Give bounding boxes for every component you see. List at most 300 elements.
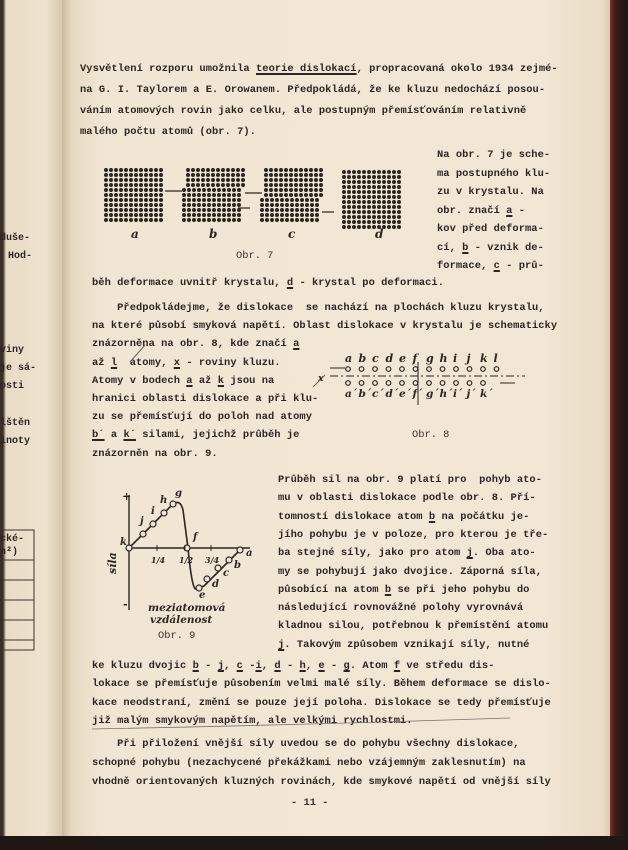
fig8-atom-label-prime: d´ (385, 388, 399, 400)
atom-dot (304, 183, 308, 187)
fig8-caption: Obr. 8 (412, 429, 450, 441)
atom-dot (192, 198, 196, 202)
text-segment: silami, jejichž průběh je (136, 429, 300, 441)
atom-dot (290, 218, 294, 222)
atom-dot (362, 200, 366, 204)
atom-dot (221, 173, 225, 177)
atom-dot (192, 213, 196, 217)
atom-dot (305, 213, 309, 217)
atom-dot (310, 213, 314, 217)
atom-dot (264, 178, 268, 182)
fig7-crystal-a (104, 168, 163, 222)
atom-dot (129, 208, 133, 212)
atom-dot (367, 205, 371, 209)
underlined-text: a (293, 338, 300, 350)
atom-dot (182, 188, 186, 192)
atom-dot (299, 193, 303, 197)
text-segment: váním atomových rovin jako celku, ale postupným přemísťováním relativně (80, 105, 527, 117)
text-segment: ba stejné síly, jako pro atom (278, 547, 467, 559)
fig8-atom-label: e (399, 352, 406, 365)
atom-dot (154, 208, 158, 212)
atom-dot (357, 195, 361, 199)
atom-dot (129, 193, 133, 197)
atom-dot (347, 225, 351, 229)
atom-dot (217, 198, 221, 202)
atom-dot (154, 173, 158, 177)
atom-dot (222, 208, 226, 212)
atom-dot (196, 168, 200, 172)
fig9-point-label: a (246, 548, 253, 559)
atom-dot (372, 200, 376, 204)
text-segment: - krystal po deformaci. (293, 277, 445, 289)
atom-dot (264, 193, 268, 197)
fig8-atom-top (494, 367, 499, 372)
atom-dot (207, 208, 211, 212)
underlined-text: j (217, 660, 225, 672)
atom-dot (314, 183, 318, 187)
atom-dot (129, 173, 133, 177)
fig9-point-label: b (234, 560, 241, 571)
fig8-atom-label-prime: g´ (426, 388, 439, 400)
atom-dot (352, 170, 356, 174)
atom-dot (397, 200, 401, 204)
atom-dot (387, 205, 391, 209)
underlined-text: g (343, 660, 350, 672)
fig8-atom-bottom (481, 381, 486, 386)
atom-dot (372, 170, 376, 174)
atom-dot (362, 220, 366, 224)
atom-dot (372, 215, 376, 219)
atom-dot (357, 220, 361, 224)
atom-dot (382, 210, 386, 214)
text-segment: Při přiložení vnější síly uvedou se do pohybu všechny dislokace, (92, 738, 520, 750)
atom-dot (154, 188, 158, 192)
atom-dot (397, 185, 401, 189)
atom-dot (382, 200, 386, 204)
text-segment: , (261, 660, 275, 672)
atom-dot (260, 218, 264, 222)
atom-dot (159, 218, 163, 222)
atom-dot (231, 168, 235, 172)
atom-dot (104, 188, 108, 192)
text-segment: až (92, 357, 111, 369)
atom-dot (265, 198, 269, 202)
fig9-data-point (215, 565, 221, 571)
text-segment: - (324, 660, 344, 672)
atom-dot (154, 213, 158, 217)
underlined-text: h (299, 660, 306, 672)
atom-dot (265, 213, 269, 217)
atom-dot (129, 213, 133, 217)
atom-dot (347, 185, 351, 189)
atom-dot (124, 188, 128, 192)
atom-dot (315, 203, 319, 207)
atom-dot (367, 200, 371, 204)
atom-dot (304, 188, 308, 192)
atom-dot (290, 203, 294, 207)
atom-dot (191, 183, 195, 187)
fig9-plus-label: + (122, 490, 132, 503)
atom-dot (134, 178, 138, 182)
underlined-text: b (462, 242, 469, 254)
atom-dot (124, 213, 128, 217)
atom-dot (392, 205, 396, 209)
fig7-label: d (375, 227, 384, 241)
atom-dot (192, 208, 196, 212)
atom-dot (270, 203, 274, 207)
atom-dot (392, 185, 396, 189)
text-segment: znázorněn na obr. 9. (92, 448, 218, 460)
atom-dot (227, 218, 231, 222)
fig8-atom-top (454, 367, 459, 372)
atom-dot (352, 180, 356, 184)
fig9-point-label: g (175, 488, 182, 499)
atom-dot (206, 183, 210, 187)
fig8-atom-label-prime: f´ (412, 388, 423, 400)
atom-dot (347, 180, 351, 184)
atom-dot (237, 193, 241, 197)
atom-dot (134, 168, 138, 172)
fig9-point-label: e (199, 590, 206, 601)
atom-dot (187, 203, 191, 207)
atom-dot (392, 190, 396, 194)
atom-dot (109, 178, 113, 182)
atom-dot (187, 218, 191, 222)
atom-dot (269, 178, 273, 182)
fig9-data-point (150, 521, 156, 527)
atom-dot (275, 203, 279, 207)
text-segment: mu v oblasti dislokace podle obr. 8. Pří- (278, 492, 536, 504)
fig8-atom-bottom (359, 381, 364, 386)
atom-dot (191, 178, 195, 182)
atom-dot (314, 188, 318, 192)
atom-dot (227, 188, 231, 192)
text-segment: Průběh sil na obr. 9 platí pro pohyb ato- (278, 474, 542, 486)
atom-dot (149, 183, 153, 187)
text-segment: působící na atom (278, 584, 385, 596)
atom-dot (212, 203, 216, 207)
fig9-point-label: h (160, 495, 168, 506)
fig9-data-point (204, 576, 210, 582)
atom-dot (382, 185, 386, 189)
atom-dot (264, 168, 268, 172)
fig7-label: a (131, 227, 139, 241)
atom-dot (279, 178, 283, 182)
atom-dot (367, 215, 371, 219)
atom-dot (216, 178, 220, 182)
margin-fragment: duše- (0, 233, 31, 244)
fig8-atom-bottom (373, 381, 378, 386)
text-segment: - (242, 660, 256, 672)
atom-dot (114, 173, 118, 177)
atom-dot (182, 198, 186, 202)
underlined-text: k´ (123, 429, 137, 441)
fig8-atom-bottom (400, 381, 405, 386)
atom-dot (305, 218, 309, 222)
text-segment: na G. I. Taylorem a E. Orowanem. Předpokládá, že ke kluzu nedochází posou- (80, 84, 546, 96)
atom-dot (387, 185, 391, 189)
atom-dot (367, 170, 371, 174)
atom-dot (299, 168, 303, 172)
atom-dot (139, 213, 143, 217)
atom-dot (129, 218, 133, 222)
text-segment: . Atom (349, 660, 394, 672)
fig9-point-label: c (223, 568, 230, 579)
atom-dot (104, 178, 108, 182)
atom-dot (201, 168, 205, 172)
margin-fragment: je sá- (0, 363, 37, 374)
atom-dot (119, 213, 123, 217)
atom-dot (309, 193, 313, 197)
atom-dot (294, 188, 298, 192)
atom-dot (392, 195, 396, 199)
atom-dot (300, 218, 304, 222)
atom-dot (119, 183, 123, 187)
fig8-atom-label: a (345, 352, 353, 365)
atom-dot (315, 208, 319, 212)
atom-dot (191, 168, 195, 172)
underlined-text: a (506, 205, 513, 217)
atom-dot (202, 193, 206, 197)
atom-dot (134, 188, 138, 192)
atom-dot (187, 193, 191, 197)
atom-dot (237, 198, 241, 202)
fig7-label: c (288, 227, 296, 241)
atom-dot (382, 220, 386, 224)
atom-dot (314, 173, 318, 177)
text-segment: Předpokládejme, že dislokace se nachází na plochách kluzu krystalu, (92, 302, 545, 314)
atom-dot (221, 168, 225, 172)
atom-dot (269, 188, 273, 192)
atom-dot (186, 173, 190, 177)
atom-dot (372, 180, 376, 184)
atom-dot (362, 185, 366, 189)
atom-dot (197, 193, 201, 197)
text-segment: malého počtu atomů (obr. 7). (80, 126, 256, 138)
atom-dot (397, 205, 401, 209)
atom-dot (289, 168, 293, 172)
atom-dot (139, 168, 143, 172)
atom-dot (294, 168, 298, 172)
atom-dot (187, 213, 191, 217)
atom-dot (290, 208, 294, 212)
atom-dot (186, 183, 190, 187)
atom-dot (387, 190, 391, 194)
atom-dot (294, 193, 298, 197)
atom-dot (397, 180, 401, 184)
atom-dot (269, 193, 273, 197)
atom-dot (226, 168, 230, 172)
atom-dot (119, 203, 123, 207)
atom-dot (109, 208, 113, 212)
fig9-x-tick-label: 3/4 (205, 555, 220, 565)
atom-dot (342, 170, 346, 174)
atom-dot (182, 218, 186, 222)
atom-dot (269, 173, 273, 177)
text-segment: . Oba ato- (472, 547, 536, 559)
atom-dot (206, 173, 210, 177)
atom-dot (211, 183, 215, 187)
atom-dot (347, 170, 351, 174)
fig9-point-label: f (193, 532, 198, 543)
atom-dot (114, 208, 118, 212)
text-segment: jího pohybu je v poloze, pro kterou je tře- (278, 529, 549, 541)
text-segment: a (104, 429, 124, 441)
atom-dot (274, 188, 278, 192)
atom-dot (357, 180, 361, 184)
underlined-text: d (274, 660, 281, 672)
atom-dot (197, 198, 201, 202)
fig9-data-point (237, 547, 243, 553)
atom-dot (342, 195, 346, 199)
atom-dot (236, 183, 240, 187)
atom-dot (241, 173, 245, 177)
fig8-atom-label-prime: c´ (372, 388, 384, 400)
atom-dot (300, 198, 304, 202)
atom-dot (226, 178, 230, 182)
atom-dot (347, 205, 351, 209)
fig8-atom-label: j (466, 352, 471, 365)
atom-dot (304, 173, 308, 177)
atom-dot (114, 213, 118, 217)
underlined-text: b (384, 584, 392, 596)
atom-dot (104, 218, 108, 222)
atom-dot (232, 203, 236, 207)
atom-dot (265, 208, 269, 212)
atom-dot (382, 175, 386, 179)
text-segment: schopné pohybu (nezachycené překážkami nebo vzájemným zaklesnutím) na (92, 757, 526, 769)
fig9-minus-label: - (123, 598, 128, 611)
atom-dot (134, 213, 138, 217)
fig9-point-label: i (151, 506, 155, 517)
atom-dot (206, 168, 210, 172)
text-segment: znázorněna na obr. 8, kde značí (92, 338, 294, 350)
atom-dot (159, 203, 163, 207)
text-segment: cí, (437, 242, 463, 254)
atom-dot (284, 173, 288, 177)
atom-dot (139, 198, 143, 202)
margin-fragment: n²) (0, 547, 19, 558)
margin-fragment: osti (0, 381, 25, 392)
atom-dot (159, 213, 163, 217)
underlined-text: k (217, 375, 225, 387)
atom-dot (352, 190, 356, 194)
atom-dot (206, 178, 210, 182)
atom-dot (159, 188, 163, 192)
atom-dot (305, 198, 309, 202)
text-segment: my se pohybují jako dvojice. Záporná síla, (278, 566, 542, 578)
atom-dot (260, 198, 264, 202)
atom-dot (309, 178, 313, 182)
atom-dot (109, 188, 113, 192)
atom-dot (124, 193, 128, 197)
atom-dot (294, 173, 298, 177)
atom-dot (134, 203, 138, 207)
atom-dot (377, 175, 381, 179)
atom-dot (300, 203, 304, 207)
atom-dot (275, 213, 279, 217)
margin-fragment: viny (0, 345, 25, 356)
atom-dot (217, 218, 221, 222)
atom-dot (310, 203, 314, 207)
page-number: - 11 - (291, 797, 329, 809)
atom-dot (357, 170, 361, 174)
atom-dot (109, 183, 113, 187)
atom-dot (279, 183, 283, 187)
atom-dot (159, 198, 163, 202)
atom-dot (305, 208, 309, 212)
atom-dot (372, 185, 376, 189)
fig8-atom-label-prime: e´ (399, 388, 411, 400)
atom-dot (347, 190, 351, 194)
atom-dot (260, 203, 264, 207)
atom-dot (196, 183, 200, 187)
atom-dot (342, 225, 346, 229)
fig9-x-tick-label: 1/2 (179, 555, 194, 565)
atom-dot (149, 218, 153, 222)
atom-dot (377, 185, 381, 189)
atom-dot (109, 218, 113, 222)
atom-dot (109, 203, 113, 207)
atom-dot (232, 198, 236, 202)
margin-fragment: Hod- (8, 251, 33, 262)
atom-dot (352, 215, 356, 219)
atom-dot (114, 218, 118, 222)
atom-dot (187, 198, 191, 202)
atom-dot (201, 183, 205, 187)
text-segment: - roviny kluzu. (180, 357, 281, 369)
atom-dot (217, 193, 221, 197)
atom-dot (154, 218, 158, 222)
atom-dot (149, 188, 153, 192)
atom-dot (270, 218, 274, 222)
fig8-atom-bottom (427, 381, 432, 386)
atom-dot (237, 213, 241, 217)
underlined-text: a (186, 375, 193, 387)
atom-dot (279, 173, 283, 177)
atom-dot (347, 175, 351, 179)
atom-dot (124, 208, 128, 212)
fig8-atom-label-prime: k´ (480, 388, 493, 400)
atom-dot (377, 205, 381, 209)
atom-dot (114, 183, 118, 187)
atom-dot (216, 183, 220, 187)
atom-dot (159, 193, 163, 197)
atom-dot (197, 188, 201, 192)
fig9-point-label: k (120, 537, 127, 548)
text-segment: zu se přemísťují do poloh nad atomy (92, 411, 312, 423)
atom-dot (280, 203, 284, 207)
atom-dot (104, 203, 108, 207)
atom-dot (139, 183, 143, 187)
atom-dot (187, 188, 191, 192)
atom-dot (202, 213, 206, 217)
atom-dot (290, 213, 294, 217)
atom-dot (377, 195, 381, 199)
atom-dot (232, 218, 236, 222)
atom-dot (154, 183, 158, 187)
atom-dot (270, 208, 274, 212)
atom-dot (227, 213, 231, 217)
atom-dot (124, 168, 128, 172)
atom-dot (134, 218, 138, 222)
atom-dot (144, 203, 148, 207)
fig8-atom-label-prime: b´ (358, 388, 372, 400)
fig8-plane-label: x (318, 374, 324, 384)
fig9-data-point (226, 557, 232, 563)
atom-dot (309, 183, 313, 187)
atom-dot (119, 218, 123, 222)
